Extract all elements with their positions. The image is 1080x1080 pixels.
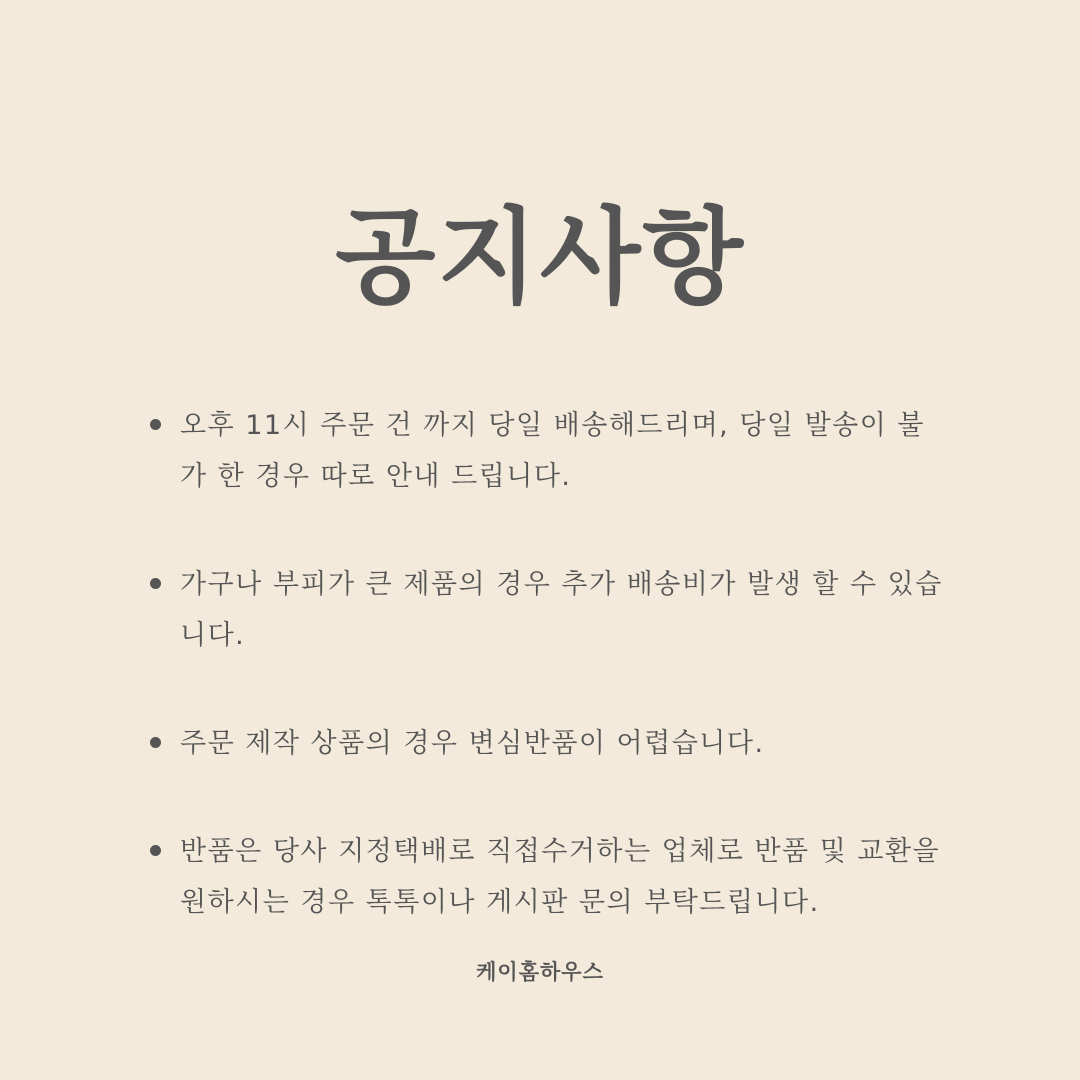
notice-text-line: 가 한 경우 따로 안내 드립니다. [180,461,572,492]
notice-text-line: 오후 11시 주문 건 까지 당일 배송해드리며, 당일 발송이 불 [180,410,925,441]
bullet-icon [150,845,161,856]
notice-text-line: 주문 제작 상품의 경우 변심반품이 어렵습니다. [180,728,765,759]
notice-text-line: 반품은 당사 지정택배로 직접수거하는 업체로 반품 및 교환을 [180,836,941,867]
notice-text-line: 원하시는 경우 톡톡이나 게시판 문의 부탁드립니다. [180,887,820,918]
notice-list [148,400,978,928]
brand-name: 케이홈하우스 [476,960,604,984]
page-title: 공지사항 [335,196,745,318]
bullet-icon [150,419,161,430]
notice-item-extra-shipping-fee [148,559,978,661]
notice-text-line: 니다. [180,620,246,651]
notice-item-custom-order-return [148,718,978,769]
notice-item-return-exchange [148,826,978,928]
notice-item-same-day-shipping [148,400,978,502]
notice-text-line: 가구나 부피가 큰 제품의 경우 추가 배송비가 발생 할 수 있습 [180,569,943,600]
bullet-icon [150,578,161,589]
bullet-icon [150,737,161,748]
